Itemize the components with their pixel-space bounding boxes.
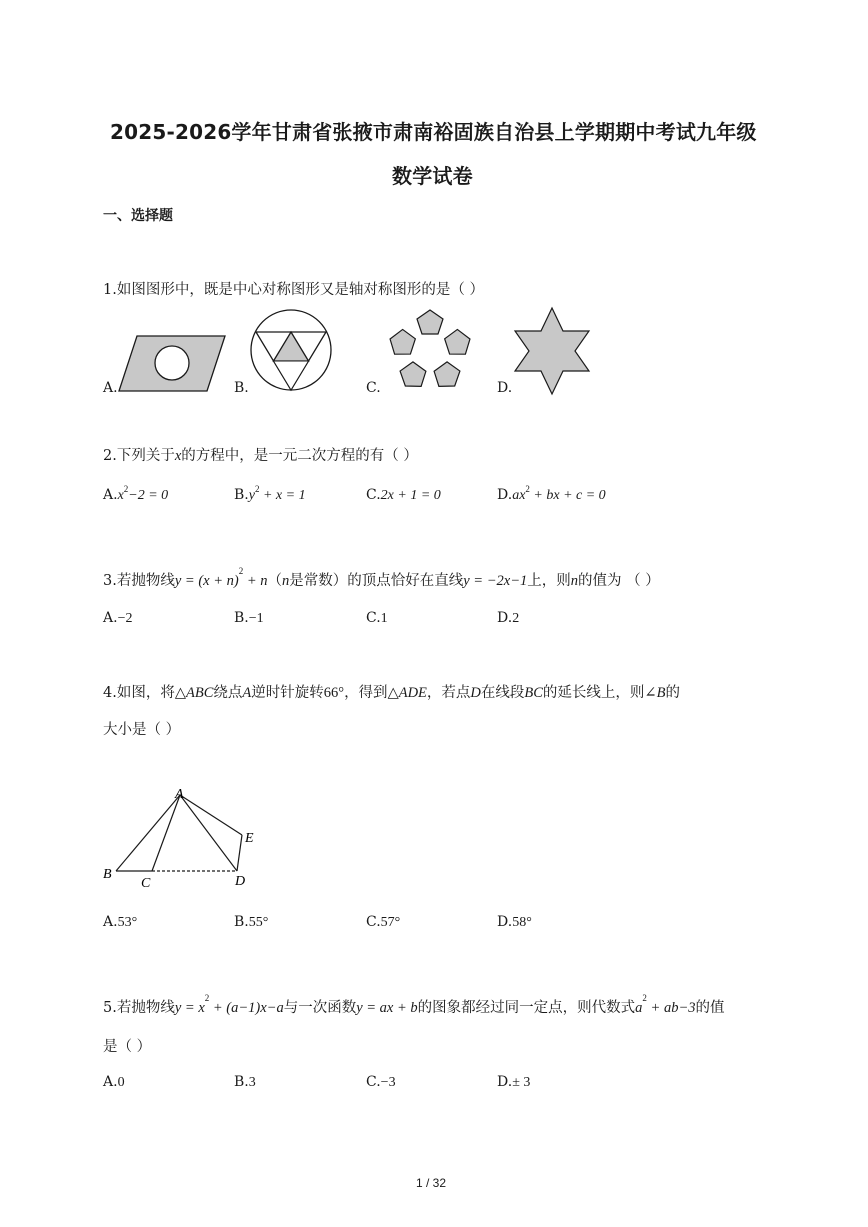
q5-text: 与一次函数 — [283, 1000, 357, 1016]
q4-option-d — [497, 914, 532, 931]
point-label-c: C — [141, 876, 151, 890]
q4-math: △ADE — [387, 685, 427, 701]
q3-option-letter: D. — [497, 610, 513, 626]
q4-text: 在线段 — [480, 685, 525, 701]
q1-figure-circle-triangles — [249, 306, 333, 394]
point-label-e: E — [245, 831, 254, 846]
q4-option-a — [103, 914, 137, 931]
q2-option-math-tail: + x = 1 — [259, 488, 306, 503]
q4-option-value: 57° — [380, 915, 401, 930]
q4-math: BC — [524, 685, 543, 701]
q5-math: y = ax + b — [356, 1000, 418, 1016]
q2-stem-text: 2.下列关于 — [103, 448, 175, 464]
q2-option-math-tail: + bx + c = 0 — [529, 488, 606, 503]
q4-text: ，若点 — [426, 685, 471, 701]
q4-text: ，得到 — [344, 685, 388, 701]
q4-math: 66° — [323, 685, 345, 701]
question-5-stem-line2: 是（ ） — [103, 1039, 152, 1055]
q3-text: 上，则 — [527, 573, 571, 589]
q4-option-letter: A. — [103, 914, 118, 930]
question-1-stem: 1.如图图形中，既是中心对称图形又是轴对称图形的是（ ） — [103, 282, 484, 298]
question-2-stem — [103, 444, 418, 465]
q4-math: ∠B — [644, 685, 666, 701]
q4-option-c — [366, 914, 400, 931]
q2-option-math: x — [117, 488, 124, 503]
q4-option-value: 53° — [117, 915, 138, 930]
q2-option-exponent: 2 — [525, 484, 530, 494]
q5-option-value: ± 3 — [512, 1075, 531, 1090]
question-5-stem — [103, 993, 725, 1017]
q4-rotation-figure — [100, 785, 270, 890]
q2-option-letter: C. — [366, 487, 381, 503]
q4-text: 4.如图，将 — [103, 685, 175, 701]
q2-option-exponent: 2 — [123, 484, 129, 494]
q3-option-b — [234, 610, 264, 627]
q5-option-letter: C. — [366, 1074, 381, 1090]
q1-figure-six-point-star — [512, 306, 592, 396]
segment-ad — [180, 795, 237, 871]
q3-text: 的值为 （ ） — [577, 573, 660, 589]
q2-option-b — [234, 484, 306, 504]
q2-option-letter: D. — [497, 487, 513, 503]
q5-text: 5.若抛物线 — [103, 1000, 175, 1016]
question-3-stem — [103, 566, 660, 590]
q4-option-letter: C. — [366, 914, 381, 930]
q3-math: y = (x + n) — [174, 573, 239, 589]
q1-option-b-label: B. — [234, 380, 249, 396]
point-label-a: A — [175, 787, 184, 802]
q5-option-letter: D. — [497, 1074, 513, 1090]
q5-option-a — [103, 1074, 125, 1091]
q3-option-c — [366, 610, 388, 627]
q4-option-b — [234, 914, 268, 931]
q3-option-value: −1 — [248, 611, 264, 626]
segment-ac — [152, 795, 180, 871]
q5-text: 的值 — [695, 1000, 725, 1016]
q5-option-value: −3 — [380, 1075, 396, 1090]
q2-stem-text-end: 的方程中，是一元二次方程的有（ ） — [181, 448, 418, 464]
q3-math: n — [570, 573, 578, 589]
q1-option-d-label: D. — [497, 380, 513, 396]
q3-option-value: −2 — [117, 611, 133, 626]
q5-option-value: 0 — [117, 1075, 125, 1090]
q3-option-d — [497, 610, 519, 627]
q2-option-letter: B. — [234, 487, 249, 503]
q5-math: + ab−3 — [646, 1000, 696, 1016]
q4-text: 的延长线上，则 — [542, 685, 645, 701]
q5-option-d — [497, 1074, 530, 1091]
section-heading: 一、选择题 — [103, 208, 173, 224]
q2-option-exponent: 2 — [254, 484, 260, 494]
q4-text: 逆时针旋转 — [251, 685, 324, 701]
q2-option-math: ax — [512, 488, 526, 503]
q2-option-math-tail: −2 = 0 — [128, 488, 169, 503]
q5-exponent: 2 — [642, 993, 647, 1003]
page-title-line2: 数学试卷 — [392, 164, 473, 188]
q4-option-letter: D. — [497, 914, 513, 930]
q5-exponent: 2 — [204, 993, 210, 1003]
page-number: 1 / 32 — [416, 1176, 447, 1190]
segment-ed — [237, 835, 242, 871]
q3-text: （ — [267, 573, 282, 589]
question-4-stem-line2: 大小是（ ） — [103, 722, 181, 738]
q5-option-letter: B. — [234, 1074, 249, 1090]
segment-ab — [116, 795, 180, 871]
segment-ae — [180, 795, 242, 835]
question-4-stem — [103, 681, 680, 702]
q1-figure-five-pentagons — [380, 304, 480, 396]
q5-text: 的图象都经过同一定点，则代数式 — [417, 1000, 636, 1016]
q3-option-letter: B. — [234, 610, 249, 626]
q5-math: a — [635, 1000, 643, 1016]
q3-option-value: 1 — [380, 611, 388, 626]
page-title-line1: 2025-2026学年甘肃省张掖市肃南裕固族自治县上学期期中考试九年级 — [110, 120, 757, 144]
q3-text: 是常数）的顶点恰好在直线 — [289, 573, 464, 589]
q2-option-letter: A. — [103, 487, 118, 503]
q5-option-value: 3 — [248, 1075, 256, 1090]
q3-exponent: 2 — [238, 566, 244, 576]
q3-math: y = −2x−1 — [463, 573, 528, 589]
point-label-b: B — [103, 867, 112, 882]
q3-option-value: 2 — [512, 611, 520, 626]
q5-math: y = x — [174, 1000, 205, 1016]
q3-option-letter: A. — [103, 610, 118, 626]
q2-option-math: y — [248, 488, 255, 503]
q5-option-b — [234, 1074, 256, 1091]
q2-option-a — [103, 484, 169, 504]
q1-figure-parallelogram — [117, 334, 227, 394]
q1-option-a-label: A. — [103, 380, 118, 396]
q5-math: + (a−1)x−a — [209, 1000, 284, 1016]
q3-option-letter: C. — [366, 610, 381, 626]
q4-option-value: 55° — [248, 915, 269, 930]
q2-option-d — [497, 484, 606, 504]
point-label-d: D — [235, 874, 246, 889]
q4-math: D — [470, 685, 481, 701]
q5-option-letter: A. — [103, 1074, 118, 1090]
q3-text: 3.若抛物线 — [103, 573, 175, 589]
q4-option-value: 58° — [512, 915, 532, 930]
q1-option-c-label: C. — [366, 380, 381, 396]
q4-math: △ABC — [174, 685, 214, 701]
q2-stem-variable: x — [174, 448, 182, 464]
q5-option-c — [366, 1074, 396, 1091]
q4-text: 的 — [665, 685, 680, 701]
q2-option-math: 2x + 1 = 0 — [380, 488, 441, 503]
q2-option-c — [366, 487, 441, 504]
q3-math: n — [282, 573, 290, 589]
q3-option-a — [103, 610, 132, 627]
q3-math: + n — [243, 573, 268, 589]
q4-option-letter: B. — [234, 914, 249, 930]
q4-text: 绕点 — [213, 685, 243, 701]
q4-math: A — [242, 685, 252, 701]
